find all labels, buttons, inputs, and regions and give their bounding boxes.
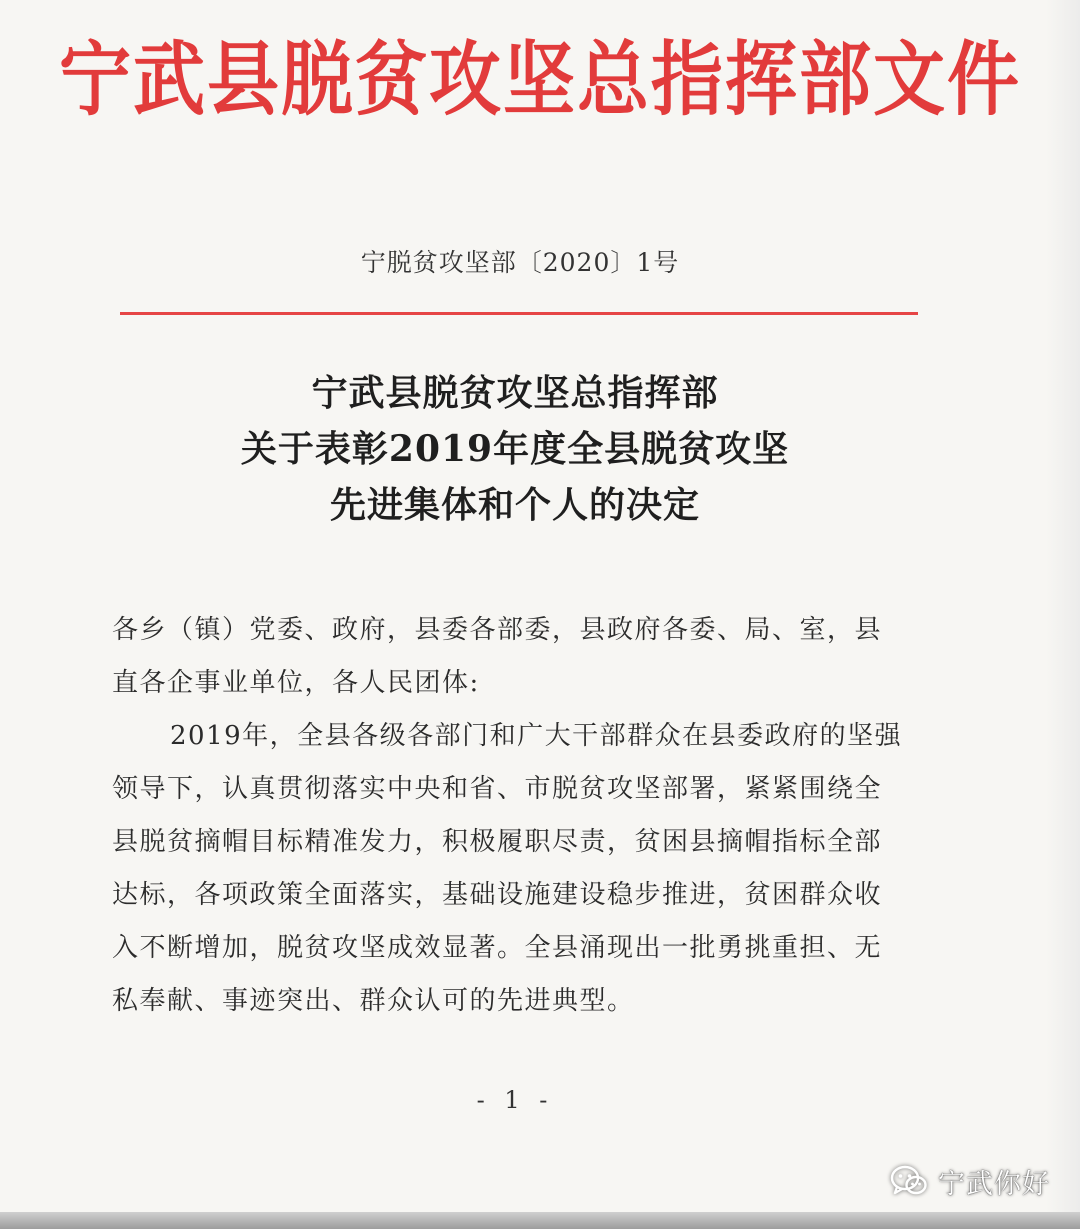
body-line: 县脱贫摘帽目标精准发力，积极履职尽责，贫困县摘帽指标全部	[112, 827, 883, 857]
body-line: 领导下，认真贯彻落实中央和省、市脱贫攻坚部署，紧紧围绕全	[112, 774, 883, 804]
body-line: 私奉献、事迹突出、群众认可的先进典型。	[112, 986, 635, 1016]
page-edge	[1046, 0, 1080, 1212]
document-title	[0, 365, 1030, 533]
wechat-icon	[890, 1165, 928, 1197]
title-line-3: 先进集体和个人的决定	[329, 484, 700, 526]
body-line: 达标，各项政策全面落实，基础设施建设稳步推进，贫困群众收	[112, 880, 883, 910]
watermark-text: 宁武你好	[938, 1168, 1050, 1200]
page-number: - 1 -	[476, 1086, 554, 1114]
scan-bottom-edge	[0, 1212, 1080, 1229]
body-line: 直各企事业单位，各人民团体:	[112, 668, 480, 698]
title-line-1: 宁武县脱贫攻坚总指挥部	[311, 372, 719, 414]
header-title: 宁武县脱贫攻坚总指挥部文件	[58, 31, 1021, 127]
document-number: 宁脱贫攻坚部〔2020〕1号	[360, 248, 680, 277]
watermark	[890, 1158, 1050, 1204]
body-line: 各乡（镇）党委、政府，县委各部委，县政府各委、局、室，县	[112, 615, 883, 645]
title-line-2: 关于表彰2019年度全县脱贫攻坚	[240, 428, 790, 470]
document-body	[112, 604, 920, 1028]
body-line: 2019年，全县各级各部门和广大干部群众在县委政府的坚强	[170, 721, 903, 751]
body-line: 入不断增加，脱贫攻坚成效显著。全县涌现出一批勇挑重担、无	[112, 933, 883, 963]
red-divider	[120, 312, 918, 315]
